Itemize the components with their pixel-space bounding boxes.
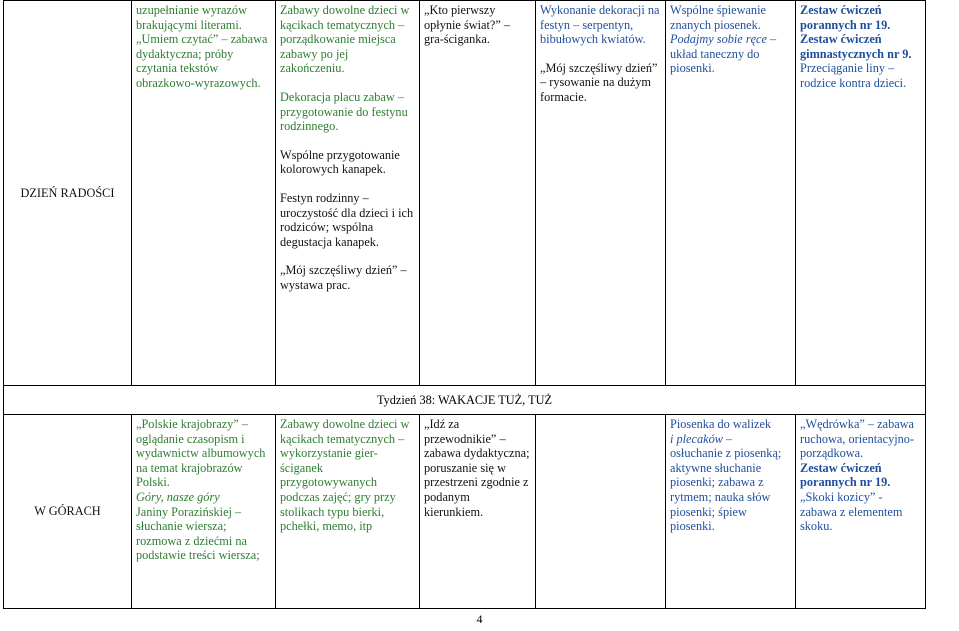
- week-title: Tydzień 38: WAKACJE TUŻ, TUŻ: [376, 392, 553, 407]
- cell-text: „Mój szczęśliwy dzień” – rysowanie na dużym formacie.: [540, 60, 658, 104]
- cell-text: Góry, nasze góry: [136, 489, 220, 504]
- theme-cell: [4, 1, 132, 386]
- activity-cell: [536, 415, 666, 609]
- week-heading-cell: [4, 386, 926, 415]
- cell-text: „Kto pierwszy opłynie świat?” – gra-ściganka.: [424, 3, 511, 47]
- cell-text: Piosenka do walizek: [670, 417, 772, 431]
- cell-text: Podajmy sobie ręce –: [670, 32, 777, 47]
- cell-text: Zabawy dowolne dzieci w kącikach tematycznych – porządkowanie miejsca zabawy po jej zakończeniu.: [280, 3, 410, 76]
- theme-label: DZIEŃ RADOŚCI: [20, 185, 115, 200]
- activity-cell: [132, 1, 276, 386]
- cell-text: Zestaw ćwiczeń porannych nr 19.: [800, 3, 891, 32]
- cell-text: układ taneczny do piosenki.: [670, 46, 760, 76]
- table-row: [4, 386, 926, 415]
- page-number: 4: [476, 612, 483, 626]
- activity-cell: [796, 1, 926, 386]
- table-row: [4, 415, 926, 609]
- table-row: [4, 1, 926, 386]
- activity-cell: [666, 1, 796, 386]
- cell-text: Wykonanie dekoracji na festyn – serpentyn, bibułowych kwiatów.: [540, 3, 660, 47]
- cell-text: osłuchanie z piosenką; aktywne słuchanie piosenki; zabawa z rytmem; nauka słów piosenki; śpiew piosenki.: [670, 446, 782, 534]
- activity-cell: [536, 1, 666, 386]
- cell-text: „Skoki kozicy” - zabawa z elementem skoku.: [800, 489, 903, 534]
- activity-cell: [796, 415, 926, 609]
- cell-text: Zestaw ćwiczeń porannych nr 19.: [800, 460, 891, 490]
- cell-text: Przeciąganie liny – rodzice kontra dzieci.: [800, 61, 907, 90]
- cell-text: Festyn rodzinny – uroczystość dla dzieci i ich rodziców; wspólna degustacja kanapek.: [280, 190, 414, 249]
- cell-text: „Polskie krajobrazy” – oglądanie czasopism i wydawnictw albumowych na temat krajobrazów Polski.: [136, 417, 266, 490]
- activity-cell: [276, 1, 420, 386]
- activity-cell: [666, 415, 796, 609]
- cell-text: Wspólne przygotowanie kolorowych kanapek.: [280, 147, 400, 177]
- activity-cell: [420, 415, 536, 609]
- cell-text: Zabawy dowolne dzieci w kącikach tematycznych – wykorzystanie gier-ściganek przygotowywanych podczas zajęć; gry przy stolikach typu bierki, pchełki, memo, itp: [280, 417, 410, 534]
- cell-text: Dekoracja placu zabaw – przygotowanie do festynu rodzinnego.: [280, 89, 408, 134]
- lesson-plan-table: [3, 0, 926, 609]
- cell-text: „Mój szczęśliwy dzień” – wystawa prac.: [280, 263, 407, 292]
- theme-cell: [4, 415, 132, 609]
- activity-cell: [132, 415, 276, 609]
- cell-text: i plecaków –: [670, 431, 733, 446]
- cell-text: Wspólne śpiewanie znanych piosenek.: [670, 3, 766, 32]
- cell-text: Zestaw ćwiczeń gimnastycznych nr 9.: [800, 32, 912, 61]
- cell-text: „Idź za przewodnikie” – zabawa dydaktyczna; poruszanie się w przestrzeni zgodnie z podanym kierunkiem.: [424, 417, 530, 519]
- cell-text: Janiny Porazińskiej – słuchanie wiersza; rozmowa z dziećmi na podstawie treści wiersza;: [136, 504, 260, 563]
- cell-text: „Umiem czytać” – zabawa dydaktyczna; próby czytania tekstów obrazkowo-wyrazowych.: [136, 32, 268, 90]
- activity-cell: [420, 1, 536, 386]
- theme-label: W GÓRACH: [34, 504, 101, 519]
- activity-cell: [276, 415, 420, 609]
- cell-text: „Wędrówka” – zabawa ruchowa, orientacyjno-porządkowa.: [800, 417, 915, 461]
- cell-text: uzupełnianie wyrazów brakującymi literami.: [136, 3, 247, 32]
